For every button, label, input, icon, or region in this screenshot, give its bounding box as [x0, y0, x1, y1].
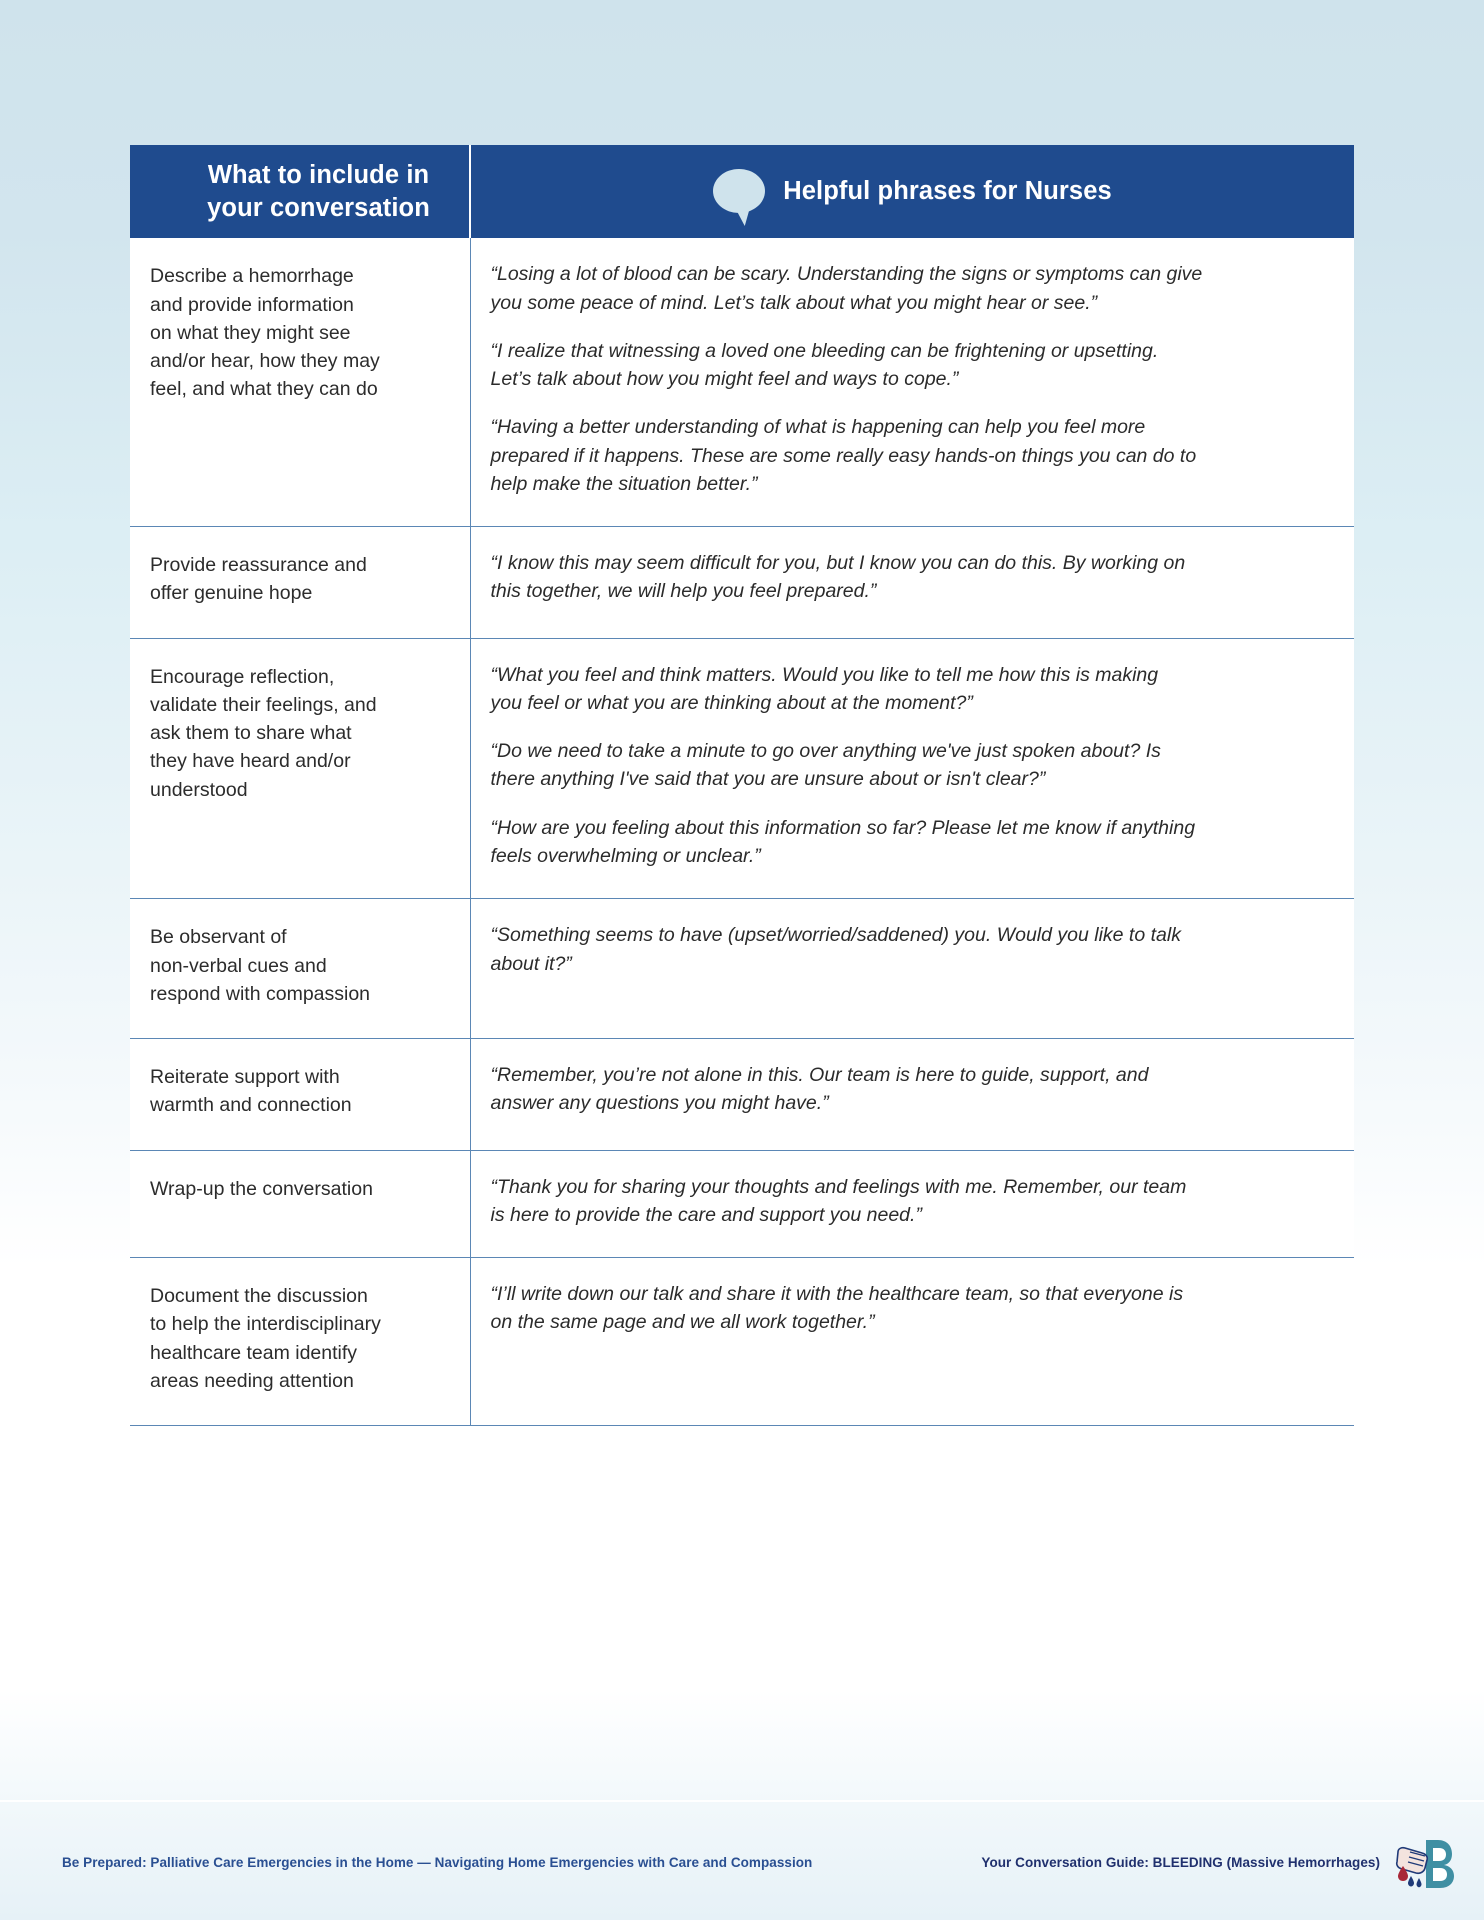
- topic-line: Encourage reflection,: [150, 665, 335, 688]
- table-row: [130, 527, 1354, 639]
- helpful-phrase-line: feels overwhelming or unclear.”: [490, 844, 761, 867]
- helpful-phrase-line: answer any questions you might have.”: [490, 1092, 829, 1115]
- helpful-phrase: [491, 413, 1333, 498]
- column-header-topics-line-2: your conversation: [207, 193, 430, 222]
- conversation-guide-table: [130, 145, 1354, 1426]
- helpful-phrase-line: “I’ll write down our talk and share it with the healthcare team, so that everyone is: [490, 1283, 1184, 1306]
- helpful-phrase-line: you feel or what you are thinking about at the moment?”: [490, 691, 973, 714]
- table-row: [130, 638, 1354, 899]
- helpful-phrase-line: “What you feel and think matters. Would you like to tell me how this is making: [490, 663, 1159, 686]
- topic-cell: [130, 527, 470, 639]
- helpful-phrase-line: “Thank you for sharing your thoughts and feelings with me. Remember, our team: [490, 1175, 1187, 1198]
- helpful-phrase-line: this together, we will help you feel prepared.”: [490, 580, 877, 603]
- topic-line: respond with compassion: [150, 982, 371, 1005]
- helpful-phrase: [491, 260, 1333, 317]
- table-row: [130, 1039, 1354, 1151]
- helpful-phrase: [491, 1280, 1333, 1337]
- helpful-phrase-line: about it?”: [490, 952, 572, 975]
- page-footer: [0, 1800, 1484, 1920]
- helpful-phrase-line: you some peace of mind. Let’s talk about what you might hear or see.”: [490, 291, 1098, 314]
- topic-line: Provide reassurance and: [150, 554, 367, 577]
- topic-cell: [130, 238, 470, 526]
- phrases-cell: [470, 527, 1354, 639]
- footer-left-text: Be Prepared: Palliative Care Emergencies in the Home — Navigating Home Emergencies with Care and Compassion: [62, 1855, 813, 1870]
- helpful-phrase: [491, 1173, 1333, 1230]
- helpful-phrase-line: help make the situation better.”: [490, 472, 758, 495]
- topic-cell: [130, 638, 470, 899]
- phrases-cell: [470, 1150, 1354, 1258]
- helpful-phrase: [491, 1061, 1333, 1118]
- table-body: [130, 238, 1354, 1425]
- helpful-phrase-line: “Losing a lot of blood can be scary. Understanding the signs or symptoms can give: [490, 263, 1203, 286]
- topic-line: Reiterate support with: [150, 1066, 340, 1089]
- topic-line: and provide information: [150, 293, 354, 316]
- topic-line: Document the discussion: [150, 1285, 368, 1308]
- helpful-phrase-line: prepared if it happens. These are some really easy hands-on things you can do to: [490, 444, 1197, 467]
- helpful-phrase: [491, 549, 1333, 606]
- helpful-phrase: [491, 814, 1333, 871]
- footer-right-text: Your Conversation Guide: BLEEDING (Massive Hemorrhages): [981, 1855, 1380, 1870]
- column-header-topics: [130, 145, 470, 238]
- helpful-phrase: [491, 661, 1333, 718]
- topic-cell: [130, 1039, 470, 1151]
- helpful-phrase-line: “How are you feeling about this information so far? Please let me know if anything: [490, 816, 1196, 839]
- topic-line: understood: [150, 778, 248, 801]
- helpful-phrase: [491, 737, 1333, 794]
- topic-line: Wrap-up the conversation: [150, 1177, 373, 1200]
- helpful-phrase: [491, 921, 1333, 978]
- topic-cell: [130, 1150, 470, 1258]
- topic-line: offer genuine hope: [150, 582, 313, 605]
- helpful-phrase-line: “I realize that witnessing a loved one bleeding can be frightening or upsetting.: [490, 339, 1159, 362]
- helpful-phrase-line: “Do we need to take a minute to go over anything we've just spoken about? Is: [490, 740, 1161, 763]
- helpful-phrase-line: “Something seems to have (upset/worried/saddened) you. Would you like to talk: [490, 924, 1181, 947]
- topic-line: and/or hear, how they may: [150, 350, 380, 373]
- topic-line: healthcare team identify: [150, 1341, 358, 1364]
- helpful-phrase-line: “I know this may seem difficult for you, but I know you can do this. By working on: [490, 552, 1186, 575]
- column-header-topics-line-1: What to include in: [207, 161, 430, 189]
- topic-line: they have heard and/or: [150, 750, 351, 773]
- helpful-phrase-line: Let’s talk about how you might feel and ways to cope.”: [490, 368, 959, 391]
- table-row: [130, 899, 1354, 1039]
- helpful-phrase-line: “Remember, you’re not alone in this. Our team is here to guide, support, and: [490, 1064, 1149, 1087]
- topic-cell: [130, 1258, 470, 1426]
- phrases-cell: [470, 638, 1354, 899]
- helpful-phrase-line: “Having a better understanding of what is happening can help you feel more: [490, 416, 1146, 439]
- topic-line: Describe a hemorrhage: [150, 265, 354, 288]
- topic-line: areas needing attention: [150, 1369, 354, 1392]
- table-row: [130, 1258, 1354, 1426]
- topic-line: on what they might see: [150, 321, 351, 344]
- helpful-phrase: [491, 337, 1333, 394]
- phrases-cell: [470, 899, 1354, 1039]
- speech-bubble-icon: [713, 169, 765, 215]
- footer-divider: [0, 1800, 1484, 1802]
- helpful-phrase-line: is here to provide the care and support you need.”: [490, 1203, 922, 1226]
- phrases-cell: [470, 238, 1354, 526]
- topic-line: feel, and what they can do: [150, 378, 378, 401]
- column-header-phrases: [470, 145, 1354, 238]
- helpful-phrase-line: on the same page and we all work together.”: [490, 1311, 875, 1334]
- column-header-phrases-label: Helpful phrases for Nurses: [783, 177, 1112, 206]
- table-row: [130, 1150, 1354, 1258]
- topic-line: validate their feelings, and: [150, 693, 377, 716]
- topic-line: Be observant of: [150, 926, 287, 949]
- phrases-cell: [470, 1039, 1354, 1151]
- table-header: [130, 145, 1354, 238]
- table-row: [130, 238, 1354, 526]
- be-prepared-b-logo: [1392, 1836, 1456, 1892]
- topic-line: warmth and connection: [150, 1094, 352, 1117]
- topic-line: ask them to share what: [150, 722, 352, 745]
- phrases-cell: [470, 1258, 1354, 1426]
- table-header-row: [130, 145, 1354, 238]
- topic-cell: [130, 899, 470, 1039]
- topic-line: non-verbal cues and: [150, 954, 327, 977]
- topic-line: to help the interdisciplinary: [150, 1313, 381, 1336]
- helpful-phrase-line: there anything I've said that you are unsure about or isn't clear?”: [490, 768, 1046, 791]
